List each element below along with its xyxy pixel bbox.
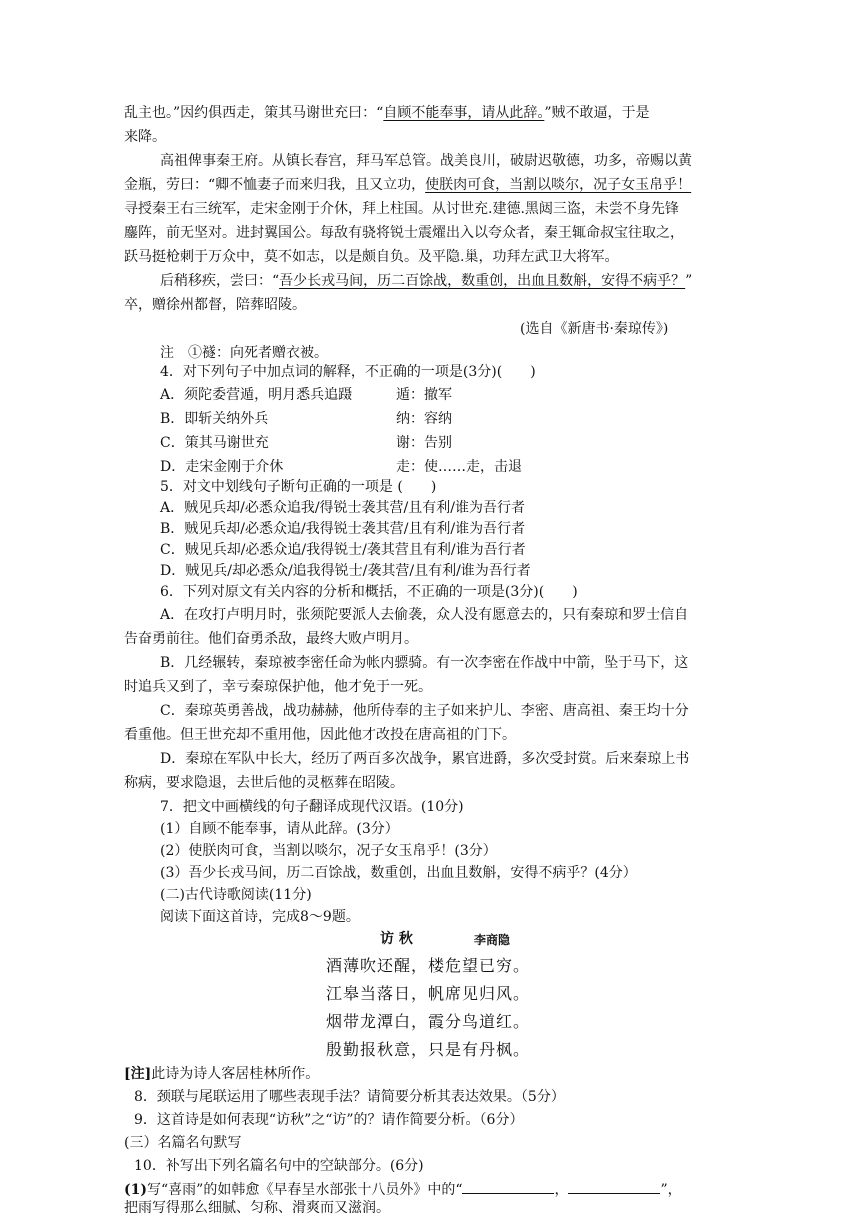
q4-option-d: D．走宋金刚于介休 — [160, 459, 284, 475]
passage-text: 后稍移疾，尝曰：“ — [160, 273, 280, 289]
q5-option-c: C．贼见兵却/必悉众追/我得锐士/袭其营且有利/谁为吾行者 — [160, 542, 526, 558]
q7-item-1: (1）自顾不能奉事，请从此辞。(3分） — [160, 821, 399, 837]
passage-line: 来降。 — [124, 129, 166, 145]
q6-option-b: B．几经辗转，秦琼被李密任命为帐内骠骑。有一次李密在作战中中箭，坠于马下，这 — [160, 655, 689, 671]
item-text: ”， — [660, 1182, 682, 1198]
q4-option-b-gloss: 纳：容纳 — [396, 411, 452, 427]
fill-blank-1[interactable] — [462, 1179, 554, 1194]
passage-line — [124, 175, 691, 195]
question-4-stem: 4．对下列句子中加点词的解释，不正确的一项是(3分)( ) — [160, 364, 536, 380]
passage-text: 乱主也。”因约俱西走，策其马谢世充曰：“ — [124, 105, 384, 121]
q5-option-d: D．贼见兵/却必悉众/追我得锐士/袭其营/且有利/谁为吾行者 — [160, 563, 531, 579]
underlined-sentence-2: 使朕肉可食，当割以啖尔，况子女玉帛乎！ — [425, 177, 692, 193]
passage-paragraph — [160, 271, 692, 291]
q6-option-b-cont: 时追兵又到了，幸亏秦琼保护他，他才免于一死。 — [124, 679, 432, 695]
passage-line: 鏖阵，前无坚对。进封翼国公。每敌有骁将锐士震燿出入以夸众者，秦王辄命叔宝往取之， — [124, 225, 684, 241]
q6-option-c: C．秦琼英勇善战，战功赫赫，他所侍奉的主子如来护儿、李密、唐高祖、秦王均十分 — [160, 703, 689, 719]
source-citation: (选自《新唐书·秦琼传》) — [520, 321, 669, 337]
q5-option-b: B．贼见兵却/必悉众追/我得锐士袭其营/且有利/谁为吾行者 — [160, 521, 526, 537]
q4-option-b: B．即斩关纳外兵 — [160, 411, 269, 427]
poem-line: 酒薄吹还醒，楼危望已穷。 — [326, 956, 531, 975]
item-mark: (1) — [124, 1182, 147, 1198]
footnote: 注 ①襚：向死者赠衣被。 — [160, 345, 328, 361]
question-10-stem: 10．补写出下列名篇名句中的空缺部分。(6分) — [134, 1158, 424, 1174]
fill-blank-2[interactable] — [568, 1179, 660, 1194]
question-5-stem: 5．对文中划线句子断句正确的一项是 ( ) — [160, 479, 437, 495]
question-8: 8．颈联与尾联运用了哪些表现手法？请简要分析其表达效果。（5分） — [134, 1089, 565, 1105]
passage-text: ” — [685, 273, 693, 289]
passage-line — [124, 103, 650, 123]
section-3-title: (三）名篇名句默写 — [124, 1135, 242, 1151]
note-mark: [注] — [124, 1066, 152, 1082]
section-2-intro: 阅读下面这首诗，完成8～9题。 — [160, 909, 360, 925]
passage-line: 跃马挺枪刺于万众中，莫不如志，以是颇自负。及平隐.巢，功拜左武卫大将军。 — [124, 249, 619, 265]
q6-option-a-cont: 告奋勇前往。他们奋勇杀敌，最终大败卢明月。 — [124, 631, 418, 647]
q4-option-c-gloss: 谢：告别 — [396, 435, 452, 451]
poem-line: 殷勤报秋意，只是有丹枫。 — [326, 1040, 531, 1059]
passage-text: ”贼不敢逼，于是 — [544, 105, 650, 121]
passage-text: 金瓶，劳曰：“卿不恤妻子而来归我，且又立功， — [124, 177, 426, 193]
underlined-sentence-1: 自顾不能奉事，请从此辞。 — [383, 105, 545, 121]
q4-option-a-gloss: 遁：撤军 — [396, 387, 452, 403]
passage-paragraph: 高祖俾事秦王府。从镇长春宫，拜马军总管。战美良川，破尉迟敬德，功多，帝赐以黄 — [160, 153, 692, 169]
question-7-stem: 7．把文中画横线的句子翻译成现代汉语。(10分) — [160, 799, 464, 815]
q4-option-a: A．须陀委营遁，明月悉兵追蹑 — [160, 387, 353, 403]
q4-option-d-gloss: 走：使……走，击退 — [396, 459, 522, 475]
q6-option-d-cont: 称病，要求隐退，去世后他的灵柩葬在昭陵。 — [124, 775, 404, 791]
q10-item-1-cont: 把雨写得那么细腻、匀称、滑爽而又滋润。 — [124, 1200, 390, 1216]
section-2-title: (二)古代诗歌阅读(11分) — [160, 887, 312, 903]
question-6-stem: 6．下列对原文有关内容的分析和概括，不正确的一项是(3分)( ) — [160, 584, 578, 600]
item-text: 写“喜雨”的如韩愈《早春呈水部张十八员外》中的“ — [147, 1182, 463, 1198]
passage-line: 寻授秦王右三统军，走宋金刚于介休，拜上柱国。从讨世充.建德.黑闼三盗，未尝不身先锋 — [124, 201, 679, 217]
q7-item-3: (3）吾少长戎马间，历二百馀战，数重创，出血且数斛，安得不病乎？(4分） — [160, 865, 637, 881]
underlined-sentence-3: 吾少长戎马间，历二百馀战，数重创，出血且数斛，安得不病乎？ — [279, 273, 686, 289]
q6-option-a: A．在攻打卢明月时，张须陀要派人去偷袭，众人没有愿意去的，只有秦琼和罗士信自 — [160, 607, 689, 623]
q7-item-2: (2）使朕肉可食，当割以啖尔，况子女玉帛乎！(3分） — [160, 843, 497, 859]
q10-item-1 — [124, 1179, 682, 1200]
separator: ， — [554, 1182, 569, 1198]
q6-option-d: D．秦琼在军队中长大，经历了两百多次战争，累官进爵，多次受封赏。后来秦琼上书 — [160, 751, 690, 767]
q4-option-c: C．策其马谢世充 — [160, 435, 269, 451]
passage-line: 卒，赠徐州都督，陪葬昭陵。 — [124, 297, 306, 313]
poem-author: 李商隐 — [474, 933, 511, 947]
poem-line: 江皋当落日，帆席见归风。 — [326, 984, 531, 1003]
question-9: 9．这首诗是如何表现“访秋”之“访”的？请作简要分析。（6分） — [134, 1112, 524, 1128]
poem-note — [124, 1064, 319, 1084]
q5-option-a: A．贼见兵却/必悉众追我/得锐士袭其营/且有利/谁为吾行者 — [160, 500, 525, 516]
poem-title: 访 秋 — [380, 931, 413, 947]
q6-option-c-cont: 看重他。但王世充却不重用他，因此他才改投在唐高祖的门下。 — [124, 727, 516, 743]
note-text: 此诗为诗人客居桂林所作。 — [151, 1066, 320, 1082]
poem-line: 烟带龙潭白，霞分鸟道红。 — [326, 1012, 531, 1031]
